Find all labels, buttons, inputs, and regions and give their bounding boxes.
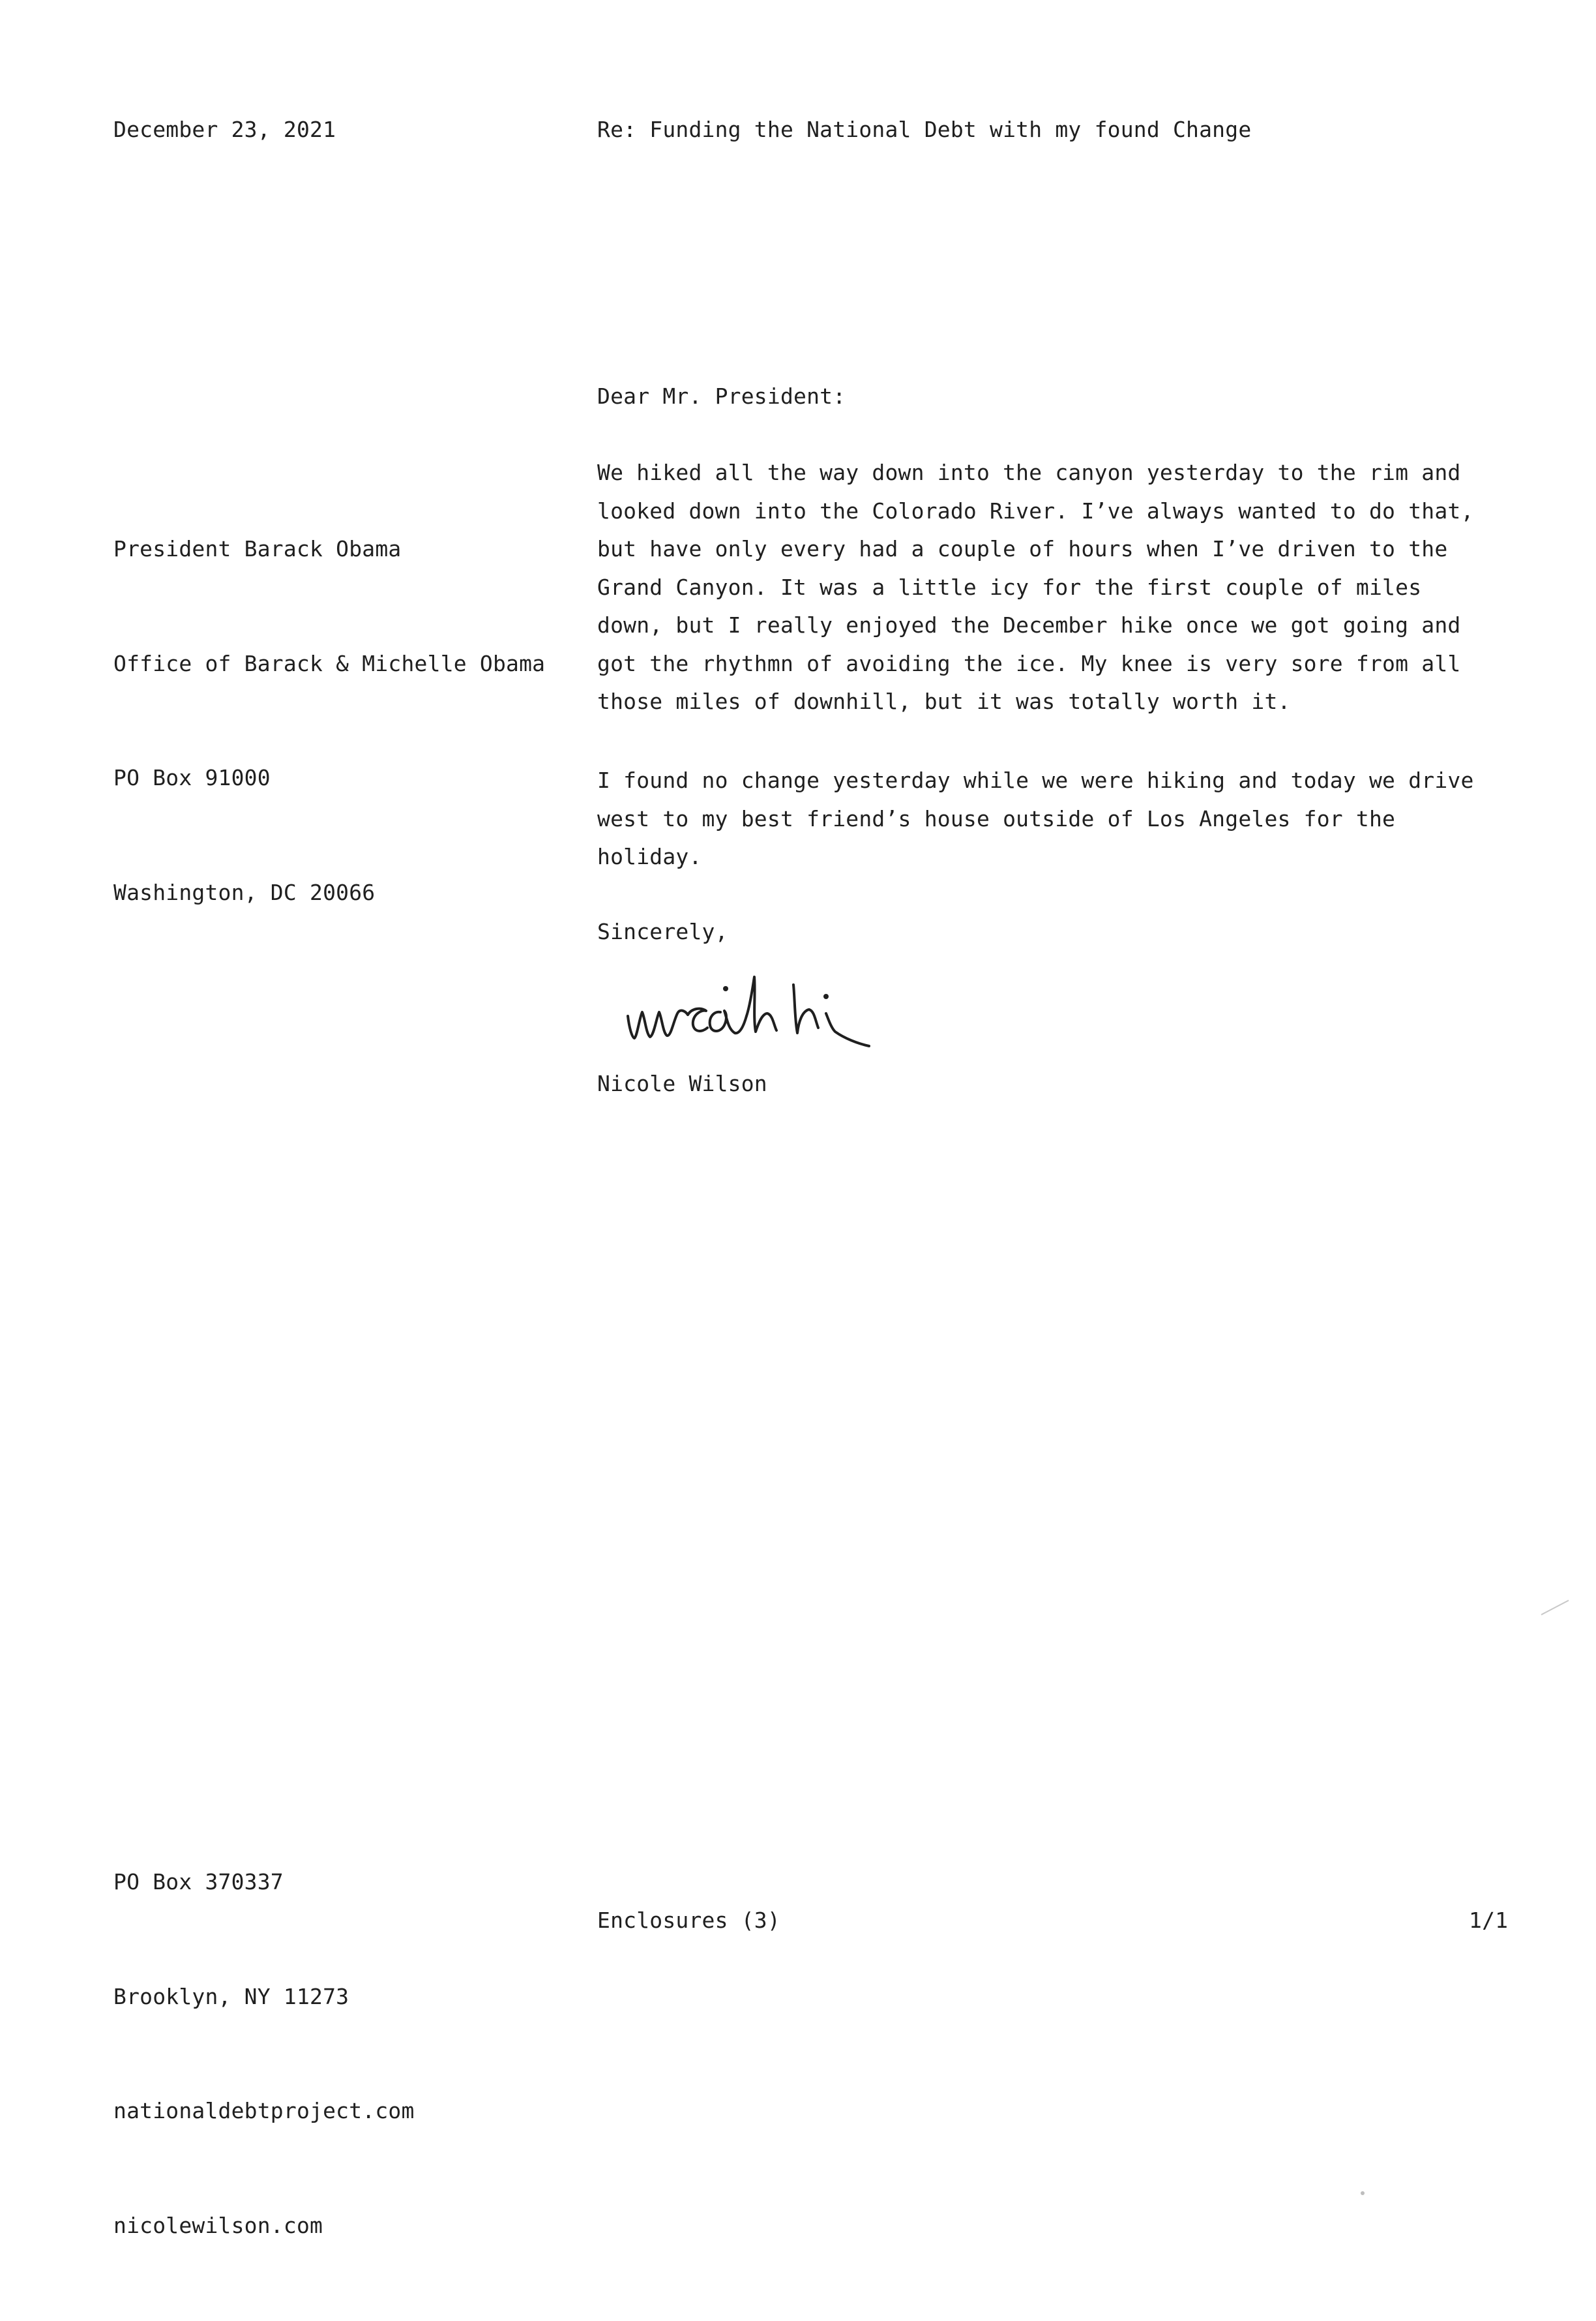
body-line: holiday. [597, 844, 702, 869]
recipient-address [113, 454, 545, 988]
recipient-office: Office of Barack & Michelle Obama [113, 650, 546, 676]
recipient-name: President Barack Obama [113, 536, 402, 562]
body-line: I found no change yesterday while we were hiking and today we drive [597, 768, 1474, 793]
body-line: got the rhythmn of avoiding the ice. My knee is very sore from all [597, 650, 1461, 676]
body-line: those miles of downhill, but it was totally worth it. [597, 689, 1291, 714]
salutation: Dear Mr. President: [597, 383, 846, 409]
sender-website-1: nationaldebtproject.com [113, 2098, 415, 2123]
body-line: Grand Canyon. It was a little icy for the first couple of miles [597, 574, 1422, 600]
scan-mark-icon [1539, 1598, 1571, 1617]
body-paragraph-2 [597, 762, 1530, 876]
sender-website-2: nicolewilson.com [113, 2212, 323, 2238]
letter-subject: Re: Funding the National Debt with my found Change [597, 117, 1252, 142]
letter-date: December 23, 2021 [113, 117, 336, 142]
page-number: 1/1 [1469, 1908, 1509, 1933]
body-line: west to my best friend’s house outside of Los Angeles for the [597, 805, 1396, 831]
enclosures-note: Enclosures (3) [597, 1908, 780, 1933]
sender-city: Brooklyn, NY 11273 [113, 1983, 349, 2009]
recipient-po-box: PO Box 91000 [113, 765, 271, 790]
body-line: but have only every had a couple of hours when I’ve driven to the [597, 536, 1448, 562]
sender-address [113, 1787, 415, 2321]
scan-dot-icon [1359, 2190, 1366, 2196]
recipient-city: Washington, DC 20066 [113, 879, 376, 905]
sender-po-box: PO Box 370337 [113, 1869, 284, 1894]
handwritten-signature-icon [623, 965, 962, 1050]
closing: Sincerely, [597, 919, 728, 944]
body-line: looked down into the Colorado River. I’ve always wanted to do that, [597, 498, 1474, 524]
body-paragraph-1 [597, 454, 1530, 721]
body-line: down, but I really enjoyed the December hike once we got going and [597, 612, 1461, 638]
body-line: We hiked all the way down into the canyon yesterday to the rim and [597, 460, 1461, 485]
signer-name: Nicole Wilson [597, 1071, 767, 1096]
